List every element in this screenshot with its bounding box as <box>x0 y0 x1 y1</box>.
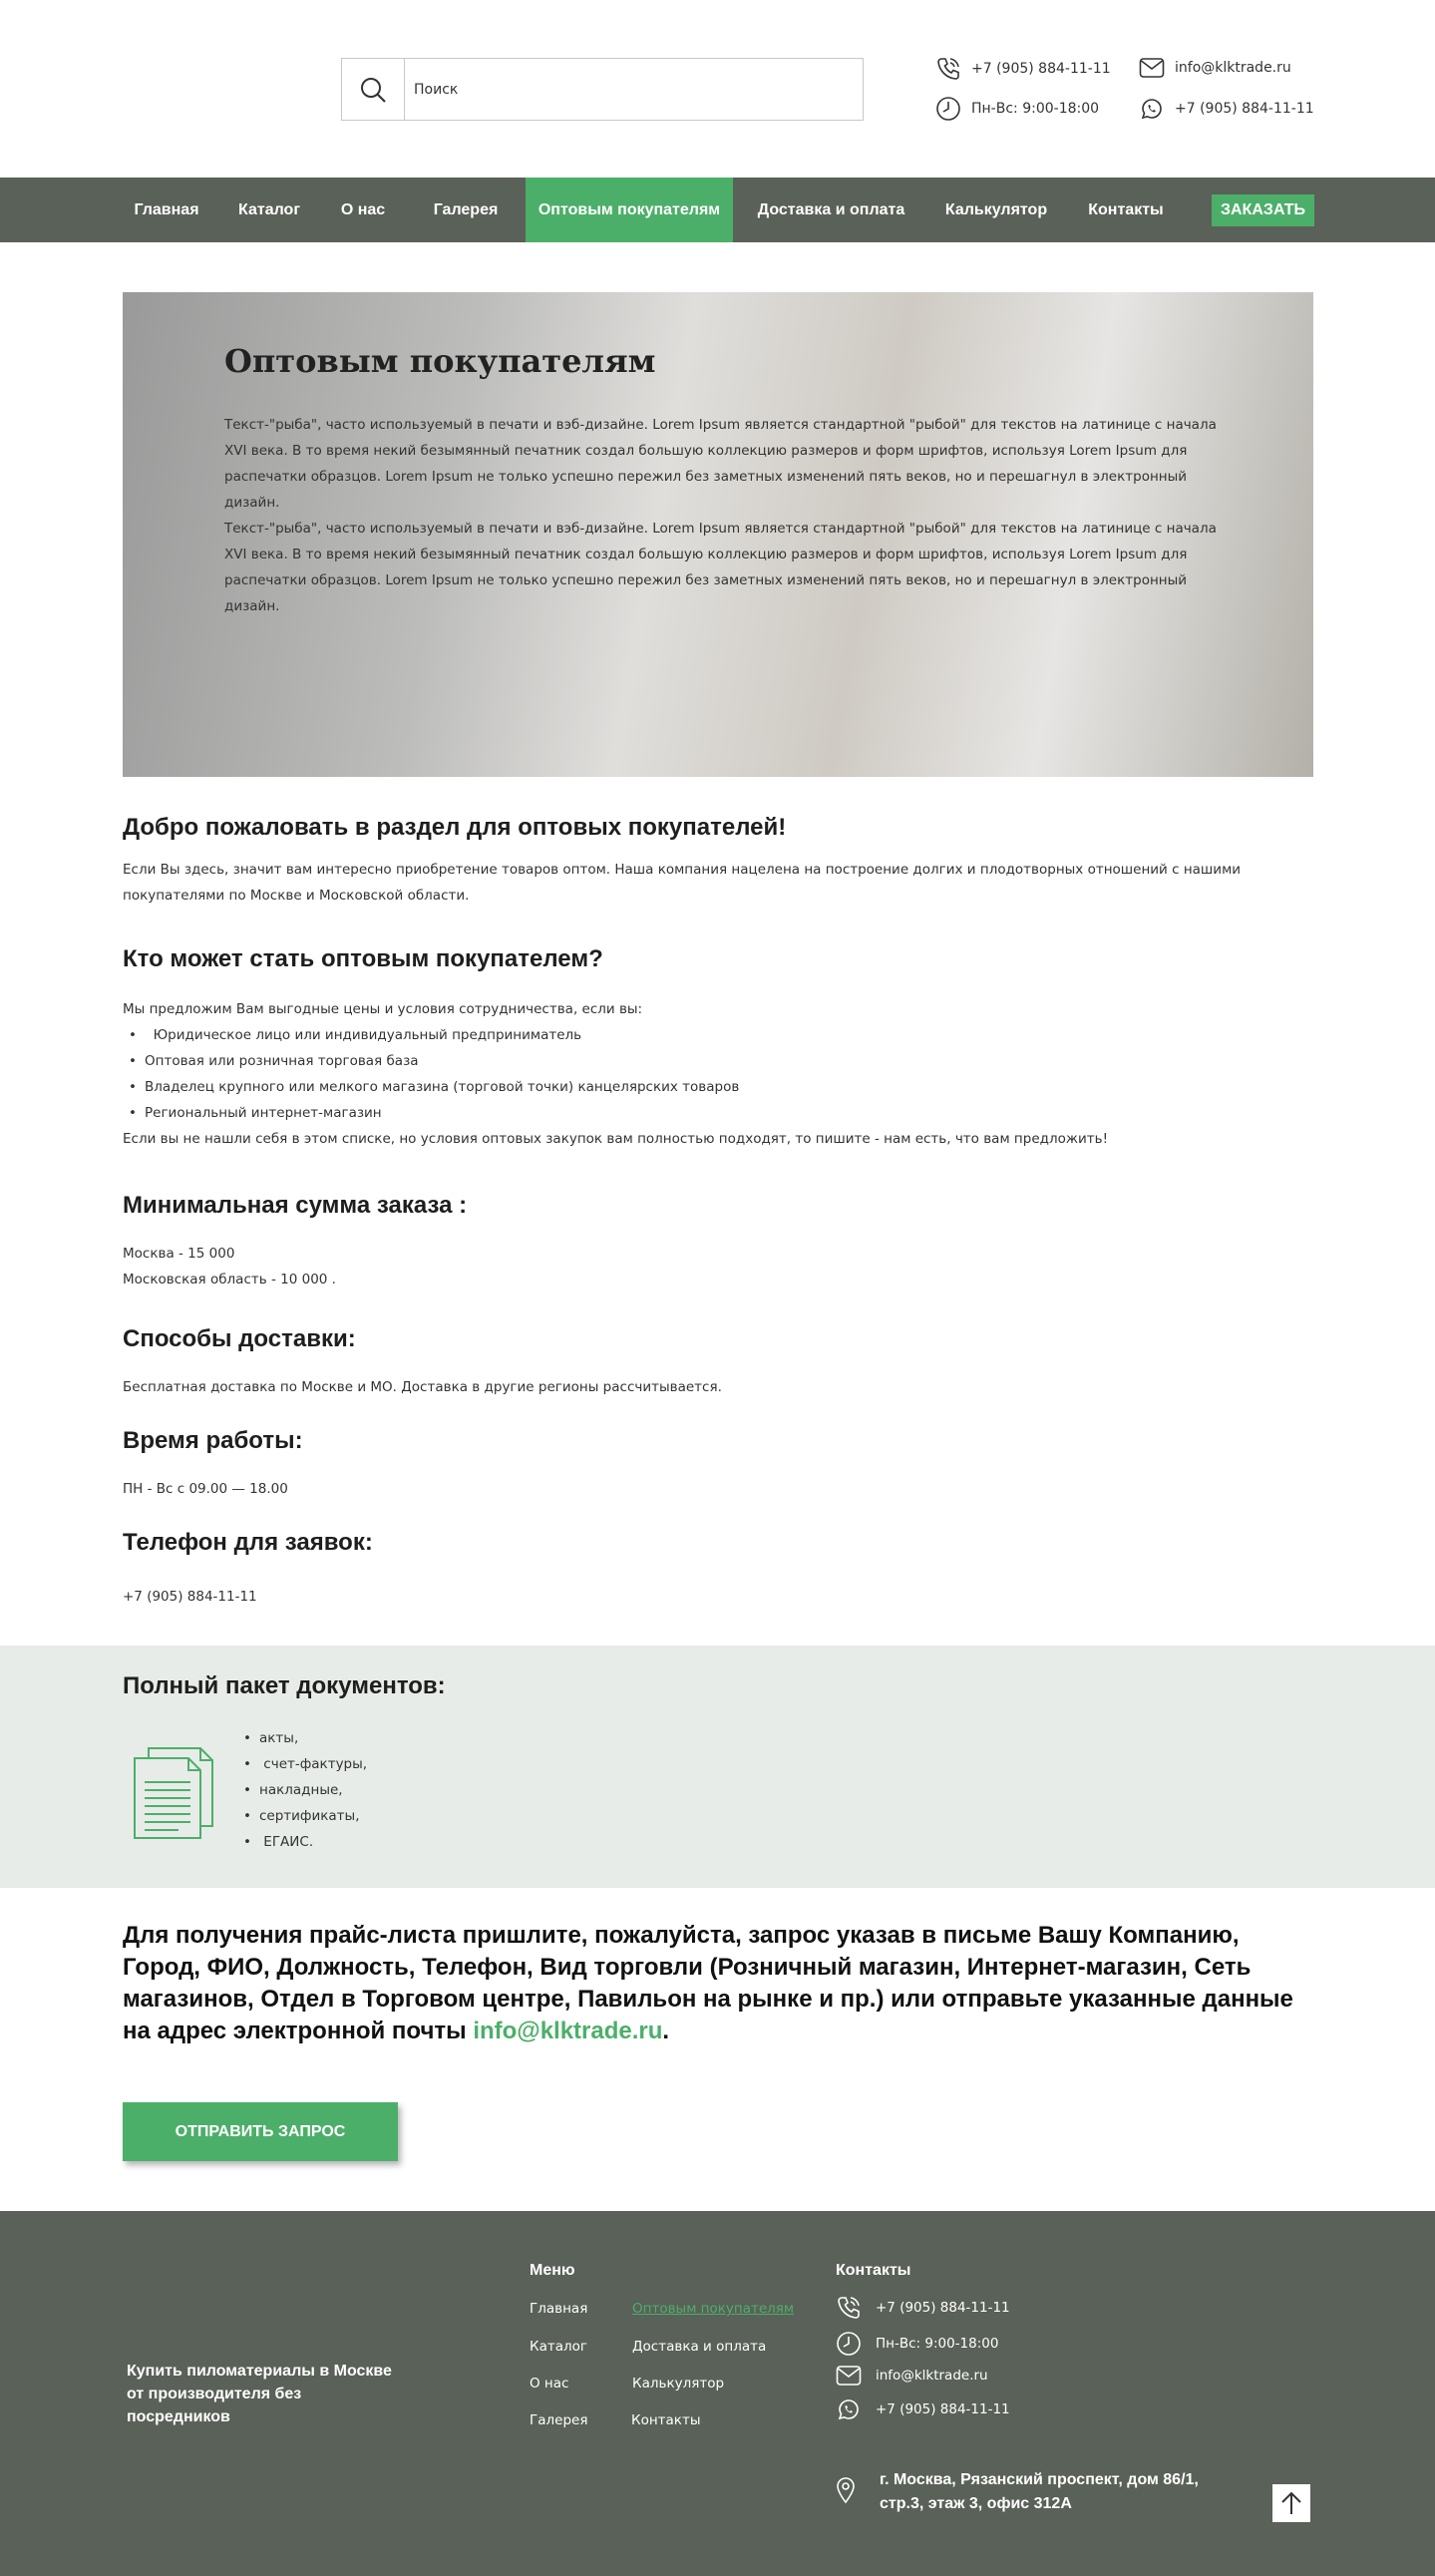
scroll-to-top-button[interactable] <box>1272 2484 1310 2522</box>
min-order-heading: Минимальная сумма заказа : <box>123 1192 468 1219</box>
footer-link-home[interactable]: Главная <box>530 2301 588 2317</box>
header-email[interactable] <box>1139 57 1291 79</box>
request-text <box>123 1920 1314 2047</box>
page-title: Оптовым покупателям <box>224 342 656 380</box>
documents-icon <box>131 1744 216 1842</box>
phone-heading: Телефон для заявок: <box>123 1529 373 1556</box>
who-intro: Мы предложим Вам выгодные цены и условия сотрудничества, если вы: <box>123 1001 643 1017</box>
send-request-button[interactable]: ОТПРАВИТЬ ЗАПРОС <box>123 2102 398 2161</box>
nav-item-gallery[interactable]: Галерея <box>433 201 499 218</box>
clock-icon <box>935 96 961 122</box>
arrow-up-icon <box>1279 2490 1303 2516</box>
list-item: • Оптовая или розничная торговая база <box>129 1048 739 1074</box>
list-item: • накладные, <box>243 1777 367 1803</box>
header-phone[interactable] <box>935 56 1111 82</box>
footer-link-contacts[interactable]: Контакты <box>631 2412 701 2428</box>
request-body: Для получения прайс-листа пришлите, пожалуйста, запрос указав в письме Вашу Компанию, Город, ФИО, Должность, Телефон, Вид торговли (Розничный магазин, Интернет-магазин, Сеть магазинов, Отдел в Торговом центре, Павильон на рынке и пр.) или отправьте указанные данные на адрес электронной почты <box>123 1922 1293 2044</box>
nav-item-contacts[interactable]: Контакты <box>1088 201 1164 218</box>
hero-paragraph-1: Текст-"рыба", часто используемый в печати и вэб-дизайне. Lorem Ipsum является стандартной "рыбой" для текстов на латинице с начала XVI века. В то время некий безымянный печатник создал большую коллекцию размеров и форм шрифтов, используя Lorem Ipsum для распечатки образцов. Lorem Ipsum не только успешно пережил без заметных изменений пять веков, но и перешагнул в электронный дизайн. <box>224 417 1217 511</box>
header-whatsapp-text: +7 (905) 884-11-11 <box>1175 101 1314 117</box>
phone-text: +7 (905) 884-11-11 <box>123 1589 257 1605</box>
footer-hours-text: Пн-Вс: 9:00-18:00 <box>876 2336 999 2352</box>
list-item: • Региональный интернет-магазин <box>129 1100 739 1126</box>
work-time-heading: Время работы: <box>123 1427 303 1454</box>
list-item: • Владелец крупного или мелкого магазина (торговой точки) канцелярских товаров <box>129 1074 739 1100</box>
whatsapp-icon <box>836 2396 862 2422</box>
header-email-text: info@klktrade.ru <box>1175 60 1291 76</box>
footer-whatsapp-text: +7 (905) 884-11-11 <box>876 2401 1010 2417</box>
site-footer <box>0 2211 1435 2576</box>
footer-link-delivery[interactable]: Доставка и оплата <box>632 2339 767 2355</box>
who-outro: Если вы не нашли себя в этом списке, но условия оптовых закупок вам полностью подходят, то пишите - нам есть, что вам предложить! <box>123 1131 1109 1147</box>
nav-item-catalog[interactable]: Каталог <box>238 201 300 218</box>
search-icon <box>359 76 387 104</box>
who-heading: Кто может стать оптовым покупателем? <box>123 945 603 972</box>
list-item: • счет-фактуры, <box>243 1751 367 1777</box>
footer-contacts-title: Контакты <box>836 2262 911 2279</box>
documents-list <box>243 1725 367 1855</box>
location-pin-icon <box>836 2476 856 2504</box>
welcome-text: Если Вы здесь, значит вам интересно приобретение товаров оптом. Наша компания нацелена на построение долгих и плодотворных отношений с нашими покупателями по Москве и Московской области. <box>123 862 1242 904</box>
phone-icon <box>935 56 961 82</box>
footer-email-text: info@klktrade.ru <box>876 2368 988 2384</box>
list-item: • ЕГАИС. <box>243 1829 367 1855</box>
footer-link-catalog[interactable]: Каталог <box>530 2339 587 2355</box>
delivery-text: Бесплатная доставка по Москве и МО. Доставка в другие регионы рассчитывается. <box>123 1379 722 1395</box>
list-item: • сертификаты, <box>243 1803 367 1829</box>
request-end: . <box>662 2018 670 2044</box>
footer-email[interactable] <box>836 2365 988 2387</box>
nav-item-home[interactable]: Главная <box>134 201 199 218</box>
search-box <box>341 58 864 121</box>
list-item: • акты, <box>243 1725 367 1751</box>
delivery-heading: Способы доставки: <box>123 1325 356 1352</box>
search-input[interactable] <box>405 59 863 120</box>
footer-address <box>836 2468 1219 2516</box>
header-whatsapp[interactable] <box>1139 96 1314 122</box>
footer-whatsapp[interactable] <box>836 2396 1010 2422</box>
footer-link-about[interactable]: О нас <box>530 2376 569 2392</box>
nav-item-about[interactable]: О нас <box>340 201 386 218</box>
hero-paragraph-2: Текст-"рыба", часто используемый в печати и вэб-дизайне. Lorem Ipsum является стандартной "рыбой" для текстов на латинице с начала XVI века. В то время некий безымянный печатник создал большую коллекцию размеров и форм шрифтов, используя Lorem Ipsum для распечатки образцов. Lorem Ipsum не только успешно пережил без заметных изменений пять веков, но и перешагнул в электронный дизайн. <box>224 521 1217 614</box>
footer-link-calculator[interactable]: Калькулятор <box>632 2376 725 2392</box>
list-item: • Юридическое лицо или индивидуальный предприниматель <box>129 1022 739 1048</box>
welcome-heading: Добро пожаловать в раздел для оптовых покупателей! <box>123 814 787 841</box>
whatsapp-icon <box>1139 96 1165 122</box>
request-email-link[interactable]: info@klktrade.ru <box>473 2018 663 2044</box>
nav-item-delivery[interactable]: Доставка и оплата <box>757 201 905 218</box>
work-time-text: ПН - Вс с 09.00 — 18.00 <box>123 1481 288 1497</box>
footer-link-gallery[interactable]: Галерея <box>530 2412 588 2428</box>
clock-icon <box>836 2331 862 2357</box>
site-header <box>0 0 1435 178</box>
min-order-moscow: Москва - 15 000 <box>123 1246 235 1262</box>
mail-icon <box>1139 57 1165 79</box>
footer-tagline: Купить пиломатериалы в Москве от производителя без посредников <box>127 2363 392 2425</box>
phone-icon <box>836 2295 862 2321</box>
footer-phone-text: +7 (905) 884-11-11 <box>876 2300 1010 2316</box>
order-button[interactable]: ЗАКАЗАТЬ <box>1212 194 1314 226</box>
footer-menu-title: Меню <box>530 2262 575 2279</box>
min-order-region: Московская область - 10 000 . <box>123 1272 336 1288</box>
documents-heading: Полный пакет документов: <box>123 1672 446 1699</box>
header-hours-text: Пн-Вс: 9:00-18:00 <box>971 101 1100 117</box>
footer-address-text: г. Москва, Рязанский проспект, дом 86/1, стр.3, этаж 3, офис 312А <box>880 2471 1199 2512</box>
header-phone-text: +7 (905) 884-11-11 <box>971 61 1111 77</box>
mail-icon <box>836 2365 862 2387</box>
header-hours <box>935 96 1099 122</box>
footer-hours <box>836 2331 998 2357</box>
search-button[interactable] <box>342 59 405 120</box>
hero-banner <box>123 292 1313 777</box>
nav-item-wholesale[interactable]: Оптовым покупателям <box>526 178 733 242</box>
who-list <box>129 1022 739 1126</box>
footer-link-wholesale[interactable]: Оптовым покупателям <box>632 2301 795 2317</box>
nav-item-calculator[interactable]: Калькулятор <box>944 201 1048 218</box>
footer-phone[interactable] <box>836 2295 1010 2321</box>
